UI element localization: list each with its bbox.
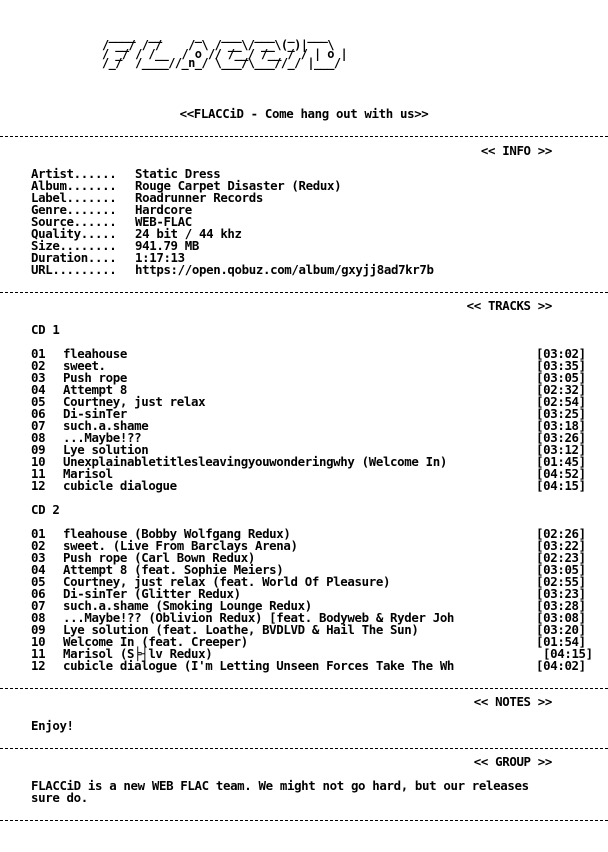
track-duration: [03:05] — [536, 562, 586, 577]
divider — [0, 820, 608, 821]
info-label: Artist...... — [31, 166, 117, 181]
track-duration: [03:22] — [536, 538, 586, 553]
track-number: 09 — [31, 622, 46, 637]
group-header: << GROUP >> — [473, 754, 552, 769]
track-duration: [03:23] — [536, 586, 586, 601]
divider — [0, 748, 608, 749]
track-title: ...Maybe!?? (Oblivion Redux) [feat. Bodyweb & Ryder Joh — [63, 610, 455, 625]
track-duration: [03:12] — [536, 442, 586, 457]
track-duration: [01:45] — [536, 454, 586, 469]
tracks-header: << TRACKS >> — [466, 298, 552, 313]
info-label: URL......... — [31, 262, 117, 277]
info-value: Rouge Carpet Disaster (Redux) — [135, 178, 342, 193]
track-title: sweet. — [63, 358, 106, 373]
track-number: 01 — [31, 526, 46, 541]
track-duration: [03:02] — [536, 346, 586, 361]
track-duration: [02:54] — [536, 394, 586, 409]
track-title: Di-sinTer (Glitter Redux) — [63, 586, 241, 601]
info-value: 1:17:13 — [135, 250, 185, 265]
track-number: 12 — [31, 658, 46, 673]
track-title: Marisol — [63, 466, 113, 481]
group-text-line-1: FLACCiD is a new WEB FLAC team. We might not go hard, but our releases — [31, 778, 529, 793]
track-title: Welcome In (feat. Creeper) — [63, 634, 248, 649]
info-label: Label....... — [31, 190, 117, 205]
track-title: such.a.shame (Smoking Lounge Redux) — [63, 598, 312, 613]
track-number: 01 — [31, 346, 46, 361]
track-duration: [03:26] — [536, 430, 586, 445]
group-text-line-2: sure do. — [31, 790, 88, 805]
flaccid-logo: ____ __ _ ___ ___ _ ___ / __/ / / / \ / __\/ __\(_)| \ / _/ / /__ / o // /__/ /__ / / | o | /_/ /____//_n_/ \___/\___//_/ |___/ — [102, 29, 348, 70]
track-number: 04 — [31, 382, 46, 397]
track-duration: [03:25] — [536, 406, 586, 421]
track-number: 06 — [31, 406, 46, 421]
track-title: Attempt 8 — [63, 382, 127, 397]
track-number: 10 — [31, 454, 46, 469]
track-title: Push rope (Carl Bown Redux) — [63, 550, 255, 565]
track-number: 03 — [31, 370, 46, 385]
track-duration: [04:15] — [536, 478, 586, 493]
notes-header: << NOTES >> — [473, 694, 552, 709]
info-value: WEB-FLAC — [135, 214, 192, 229]
track-number: 03 — [31, 550, 46, 565]
track-row — [0, 660, 608, 672]
info-value: Hardcore — [135, 202, 192, 217]
track-title: ...Maybe!?? — [63, 430, 142, 445]
track-number: 06 — [31, 586, 46, 601]
track-title: cubicle dialogue (I'm Letting Unseen Forces Take The Wh — [63, 658, 455, 673]
track-duration: [03:05] — [536, 370, 586, 385]
track-number: 09 — [31, 442, 46, 457]
track-number: 11 — [31, 466, 46, 481]
divider — [0, 292, 608, 293]
track-duration: [04:52] — [536, 466, 586, 481]
track-duration: [03:18] — [536, 418, 586, 433]
track-duration: [02:26] — [536, 526, 586, 541]
info-label: Size........ — [31, 238, 117, 253]
track-title: Lye solution (feat. Loathe, BVDLVD & Hail The Sun) — [63, 622, 419, 637]
track-duration: [02:23] — [536, 550, 586, 565]
track-title: Di-sinTer — [63, 406, 127, 421]
cd1-title: CD 1 — [31, 322, 60, 337]
info-value: Static Dress — [135, 166, 221, 181]
track-title: Courtney, just relax — [63, 394, 206, 409]
info-value: 941.79 MB — [135, 238, 199, 253]
info-header: << INFO >> — [480, 143, 552, 158]
track-duration: [03:20] — [536, 622, 586, 637]
track-number: 07 — [31, 598, 46, 613]
track-number: 11 — [31, 646, 46, 661]
track-title: sweet. (Live From Barclays Arena) — [63, 538, 298, 553]
track-title: Lye solution — [63, 442, 149, 457]
track-duration: [01:54] — [536, 634, 586, 649]
track-duration: [03:35] — [536, 358, 586, 373]
divider — [0, 688, 608, 689]
track-title: cubicle dialogue — [63, 478, 177, 493]
track-number: 10 — [31, 634, 46, 649]
notes-text: Enjoy! — [31, 718, 74, 733]
info-row — [0, 264, 608, 276]
track-title: fleahouse — [63, 346, 127, 361]
track-duration: [03:08] — [536, 610, 586, 625]
info-value: 24 bit / 44 khz — [135, 226, 242, 241]
track-duration: [02:55] — [536, 574, 586, 589]
track-duration: [04:02] — [536, 658, 586, 673]
info-label: Duration.... — [31, 250, 117, 265]
track-duration: [04:15] — [543, 646, 593, 661]
track-number: 05 — [31, 574, 46, 589]
info-value: Roadrunner Records — [135, 190, 263, 205]
track-number: 08 — [31, 610, 46, 625]
track-number: 04 — [31, 562, 46, 577]
track-title: Courtney, just relax (feat. World Of Pleasure) — [63, 574, 391, 589]
track-number: 02 — [31, 538, 46, 553]
track-number: 05 — [31, 394, 46, 409]
track-duration: [02:32] — [536, 382, 586, 397]
track-title: Unexplainabletitlesleavingyouwonderingwhy (Welcome In) — [63, 454, 447, 469]
track-title: fleahouse (Bobby Wolfgang Redux) — [63, 526, 291, 541]
divider — [0, 136, 608, 137]
track-title: such.a.shame — [63, 418, 149, 433]
info-label: Source...... — [31, 214, 117, 229]
track-title: Push rope — [63, 370, 127, 385]
track-number: 02 — [31, 358, 46, 373]
info-label: Album....... — [31, 178, 117, 193]
track-number: 12 — [31, 478, 46, 493]
tagline: <<FLACCiD - Come hang out with us>> — [179, 106, 429, 121]
album-url-link[interactable]: https://open.qobuz.com/album/gxyjj8ad7kr7b — [135, 262, 434, 277]
track-title: Attempt 8 (feat. Sophie Meiers) — [63, 562, 284, 577]
track-number: 07 — [31, 418, 46, 433]
track-title: Marisol (S╞┤lv Redux) — [63, 646, 213, 661]
info-label: Quality..... — [31, 226, 117, 241]
track-row — [0, 480, 608, 492]
track-number: 08 — [31, 430, 46, 445]
cd2-title: CD 2 — [31, 502, 60, 517]
track-duration: [03:28] — [536, 598, 586, 613]
info-label: Genre....... — [31, 202, 117, 217]
